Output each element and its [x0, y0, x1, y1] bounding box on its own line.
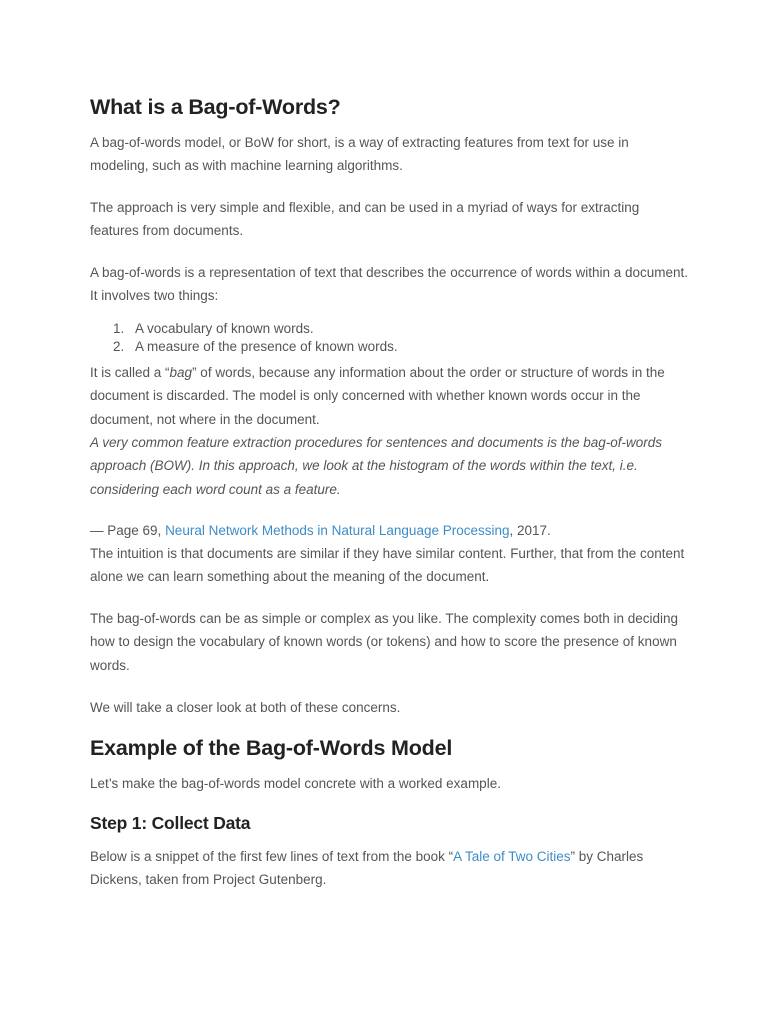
- text-span: , 2017.: [509, 523, 551, 538]
- list-item: [90, 320, 690, 338]
- text-span: ” of words, because any information about the order or structure of words in the document is discarded. The model is only concerned with whether known words occur in the document, not where in the document.: [90, 365, 665, 427]
- book-link-tale-of-two-cities[interactable]: A Tale of Two Cities: [453, 849, 571, 864]
- list-number: 2.: [113, 339, 125, 354]
- section-heading-example: Example of the Bag-of-Words Model: [90, 736, 453, 760]
- citation: [90, 519, 690, 542]
- text-span: ” by Charles Dickens, taken from Project Gutenberg.: [90, 849, 644, 888]
- list-item: [90, 338, 690, 356]
- paragraph-worked-example: Let’s make the bag-of-words model concrete with a worked example.: [90, 776, 501, 791]
- paragraph-closer-look: We will take a closer look at both of these concerns.: [90, 700, 401, 715]
- paragraph-approach: The approach is very simple and flexible, and can be used in a myriad of ways for extracting features from documents.: [90, 200, 640, 239]
- text-span: Below is a snippet of the first few lines of text from the book “: [90, 849, 454, 864]
- paragraph-intro: A bag-of-words model, or BoW for short, is a way of extracting features from text for use in modeling, such as with machine learning algorithms.: [90, 135, 629, 174]
- paragraph-complexity: The bag-of-words can be as simple or complex as you like. The complexity comes both in deciding how to design the vocabulary of known words (or tokens) and how to score the presence of known words.: [90, 611, 679, 673]
- paragraph-snippet: [90, 845, 690, 892]
- text-span: It is called a “: [90, 365, 170, 380]
- paragraph-representation: A bag-of-words is a representation of text that describes the occurrence of words within a document. It involves two things:: [90, 265, 689, 304]
- list-number: 1.: [113, 321, 125, 336]
- paragraph-intuition: The intuition is that documents are similar if they have similar content. Further, that from the content alone we can learn something about the meaning of the document.: [90, 546, 685, 585]
- paragraph-why-bag: [90, 361, 690, 431]
- blockquote: A very common feature extraction procedures for sentences and documents is the bag-of-words approach (BOW). In this approach, we look at the histogram of the words within the text, i.e. considering each word count as a feature.: [90, 435, 663, 497]
- subsection-heading-step1: Step 1: Collect Data: [90, 813, 251, 833]
- two-things-list: [90, 320, 690, 356]
- list-item-text: A measure of the presence of known words.: [135, 339, 398, 354]
- section-heading-what-is-bow: What is a Bag-of-Words?: [90, 95, 341, 119]
- book-link-nn-methods[interactable]: Neural Network Methods in Natural Language Processing: [165, 523, 510, 538]
- emphasis-bag: bag: [169, 365, 193, 380]
- text-span: — Page 69,: [90, 523, 166, 538]
- list-item-text: A vocabulary of known words.: [135, 321, 314, 336]
